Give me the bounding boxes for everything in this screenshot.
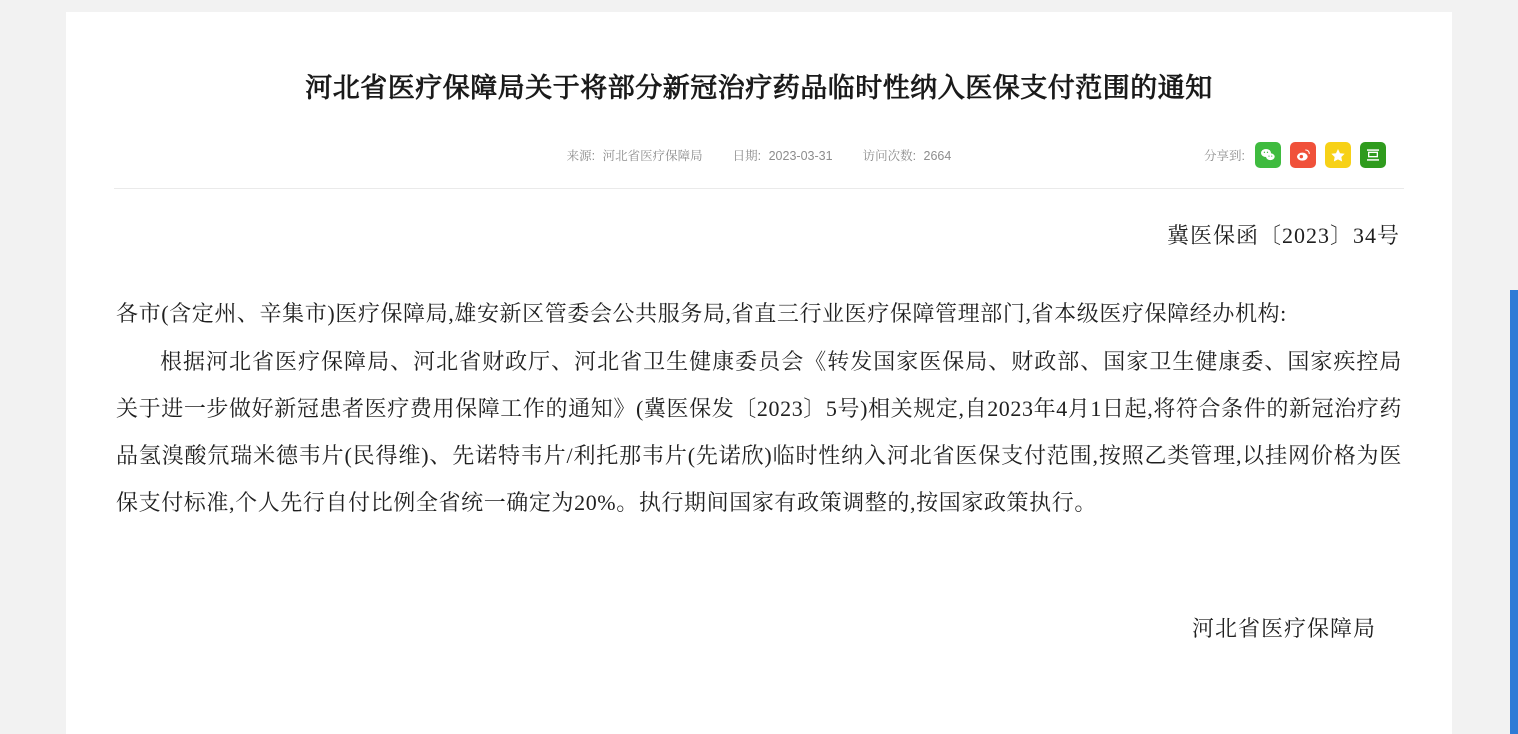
meta-source xyxy=(567,146,703,164)
share-label: 分享到: xyxy=(1204,149,1245,163)
meta-source-label: 来源: xyxy=(566,149,596,163)
meta-source-value: 河北省医疗保障局 xyxy=(602,149,703,163)
weibo-share-icon[interactable] xyxy=(1290,142,1316,168)
paragraph-addressee: 各市(含定州、辛集市)医疗保障局,雄安新区管委会公共服务局,省直三行业医疗保障管理部门,省本级医疗保障经办机构: xyxy=(116,301,1287,326)
meta-date-value: 2023-03-31 xyxy=(768,149,833,163)
meta-views-value: 2664 xyxy=(923,149,952,163)
qzone-share-icon[interactable] xyxy=(1325,142,1351,168)
paragraph-main: 根据河北省医疗保障局、河北省财政厅、河北省卫生健康委员会《转发国家医保局、财政部、国家卫生健康委、国家疾控局关于进一步做好新冠患者医疗费用保障工作的通知》(冀医保发〔2023〕5号)相关规定,自2023年4月1日起,将符合条件的新冠治疗药品氢溴酸氘瑞米德韦片(民得维)、先诺特韦片/利托那韦片(先诺欣)临时性纳入河北省医保支付范围,按照乙类管理,以挂网价格为医保支付标准,个人先行自付比例全省统一确定为20%。执行期间国家有政策调整的,按国家政策执行。 xyxy=(116,349,1402,515)
page-scrollbar-track[interactable] xyxy=(1510,0,1518,734)
page-title: 河北省医疗保障局关于将部分新冠治疗药品临时性纳入医保支付范围的通知 xyxy=(305,73,1213,103)
article-body xyxy=(114,290,1404,526)
meta-date xyxy=(733,146,833,164)
meta-date-label: 日期: xyxy=(732,149,762,163)
page-scrollbar-thumb[interactable] xyxy=(1510,290,1518,734)
wechat-share-icon[interactable] xyxy=(1255,142,1281,168)
meta-views xyxy=(863,146,952,164)
article-meta-row xyxy=(114,138,1404,172)
douban-share-icon[interactable] xyxy=(1360,142,1386,168)
share-bar xyxy=(1204,138,1386,172)
article-sheet xyxy=(66,12,1452,734)
issuer-signature: 河北省医疗保障局 xyxy=(1191,616,1376,641)
meta-views-label: 访问次数: xyxy=(862,149,917,163)
document-number: 冀医保函〔2023〕34号 xyxy=(1166,223,1400,248)
article-meta-items xyxy=(567,146,952,164)
